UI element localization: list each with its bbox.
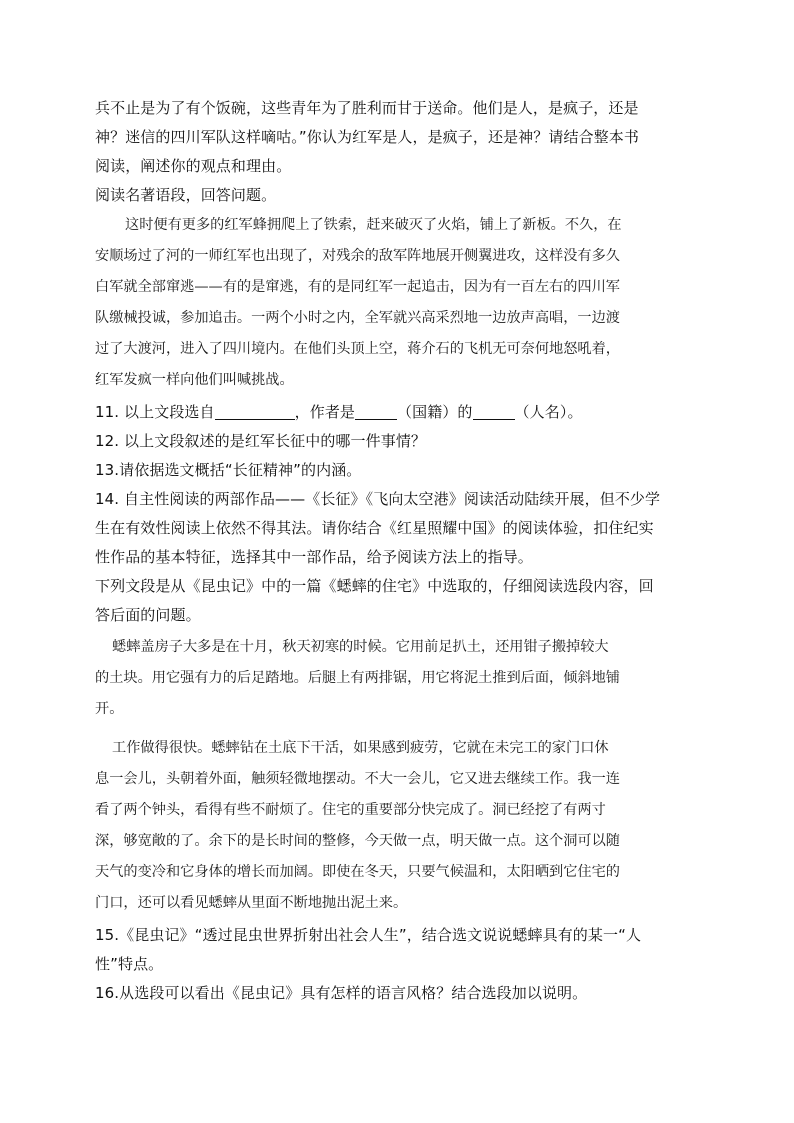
- passage-line: 工作做得很快。蟋蟀钻在土底下干活，如果感到疲劳，它就在未完工的家门口休: [112, 740, 609, 756]
- answer-blank-nationality[interactable]: [355, 403, 397, 420]
- passage-line: 息一会儿，头朝着外面，触须轻微地摆动。不大一会儿，它又进去继续工作。我一连: [95, 771, 620, 787]
- question-14: 生在有效性阅读上依然不得其法。请你结合《红星照耀中国》的阅读体验，扣住纪实: [95, 519, 654, 537]
- question-13: 13.请依据选文概括“长征精神”的内涵。: [95, 461, 362, 479]
- question-14: 14. 自主性阅读的两部作品——《长征》《飞向太空港》阅读活动陆续开展，但不少学: [95, 490, 661, 508]
- passage-line: 蟋蟀盖房子大多是在十月，秋天初寒的时候。它用前足扒土，还用钳子搬掉较大: [112, 639, 609, 655]
- question-15: 性”特点。: [95, 955, 164, 973]
- q11-text: 11. 以上文段选自: [95, 403, 215, 421]
- long-march-passage: [95, 210, 695, 396]
- cricket-passage-para1: [95, 632, 695, 725]
- passage-line: 白军就全部窜逃——有的是窜逃，有的是同红军一起追击，因为有一百左右的四川军: [95, 279, 620, 295]
- q11-text: （人名）。: [514, 403, 583, 421]
- answer-blank-source[interactable]: [215, 403, 295, 420]
- passage-line: 看了两个钟头，看得有些不耐烦了。住宅的重要部分快完成了。洞已经挖了有两寸: [95, 802, 606, 818]
- question-15: 15.《昆虫记》“透过昆虫世界折射出社会人生”，结合选文说说蟋蟀具有的某一“人: [95, 926, 642, 944]
- section2-heading: 答后面的问题。: [95, 606, 201, 624]
- intro-question-line: 阅读，阐述你的观点和理由。: [95, 157, 292, 175]
- passage-line: 的土块。用它强有力的后足踏地。后腿上有两排锯，用它将泥土推到后面，倾斜地铺: [95, 670, 620, 686]
- passage-line: 这时便有更多的红军蜂拥爬上了铁索，赶来破灭了火焰，铺上了新板。不久，在: [125, 217, 622, 233]
- question-12: 12. 以上文段叙述的是红军长征中的哪一件事情？: [95, 432, 427, 450]
- passage-line: 开。: [95, 701, 124, 717]
- question-11: [95, 400, 695, 425]
- question-16: 16.从选段可以看出《昆虫记》具有怎样的语言风格？结合选段加以说明。: [95, 984, 588, 1002]
- q11-text: （国籍）的: [397, 403, 473, 421]
- passage-line: 队缴械投诚，参加追击。一两个小时之内，全军就兴高采烈地一边放声高唱，一边渡: [95, 310, 620, 326]
- intro-question-line: 兵不止是为了有个饭碗，这些青年为了胜利而甘于送命。他们是人，是疯子，还是: [95, 99, 639, 117]
- intro-question-line: 神？迷信的四川军队这样嘀咕。”你认为红军是人，是疯子，还是神？请结合整本书: [95, 128, 639, 146]
- document-page: [95, 96, 695, 1006]
- passage-line: 深，够宽敞的了。余下的是长时间的整修，今天做一点，明天做一点。这个洞可以随: [95, 833, 620, 849]
- cricket-passage-para2: [95, 733, 695, 919]
- passage-line: 红军发疯一样向他们叫喊挑战。: [95, 372, 294, 388]
- passage-line: 安顺场过了河的一师红军也出现了，对残余的敌军阵地展开侧翼进攻，这样没有多久: [95, 248, 620, 264]
- passage-line: 门口，还可以看见蟋蟀从里面不断地抛出泥土来。: [95, 895, 408, 911]
- answer-blank-author[interactable]: [473, 403, 515, 420]
- q11-text: ，作者是: [294, 403, 356, 421]
- question-14: 性作品的基本特征，选择其中一部作品，给予阅读方法上的指导。: [95, 548, 533, 566]
- passage-line: 天气的变冷和它身体的增长而加阔。即使在冬天，只要气候温和，太阳晒到它住宅的: [95, 864, 620, 880]
- passage-line: 过了大渡河，进入了四川境内。在他们头顶上空，蒋介石的飞机无可奈何地怒吼着，: [95, 341, 620, 357]
- section1-heading: 阅读名著语段，回答问题。: [95, 186, 277, 204]
- section2-heading: 下列文段是从《昆虫记》中的一篇《蟋蟀的住宅》中选取的，仔细阅读选段内容，回: [95, 577, 654, 595]
